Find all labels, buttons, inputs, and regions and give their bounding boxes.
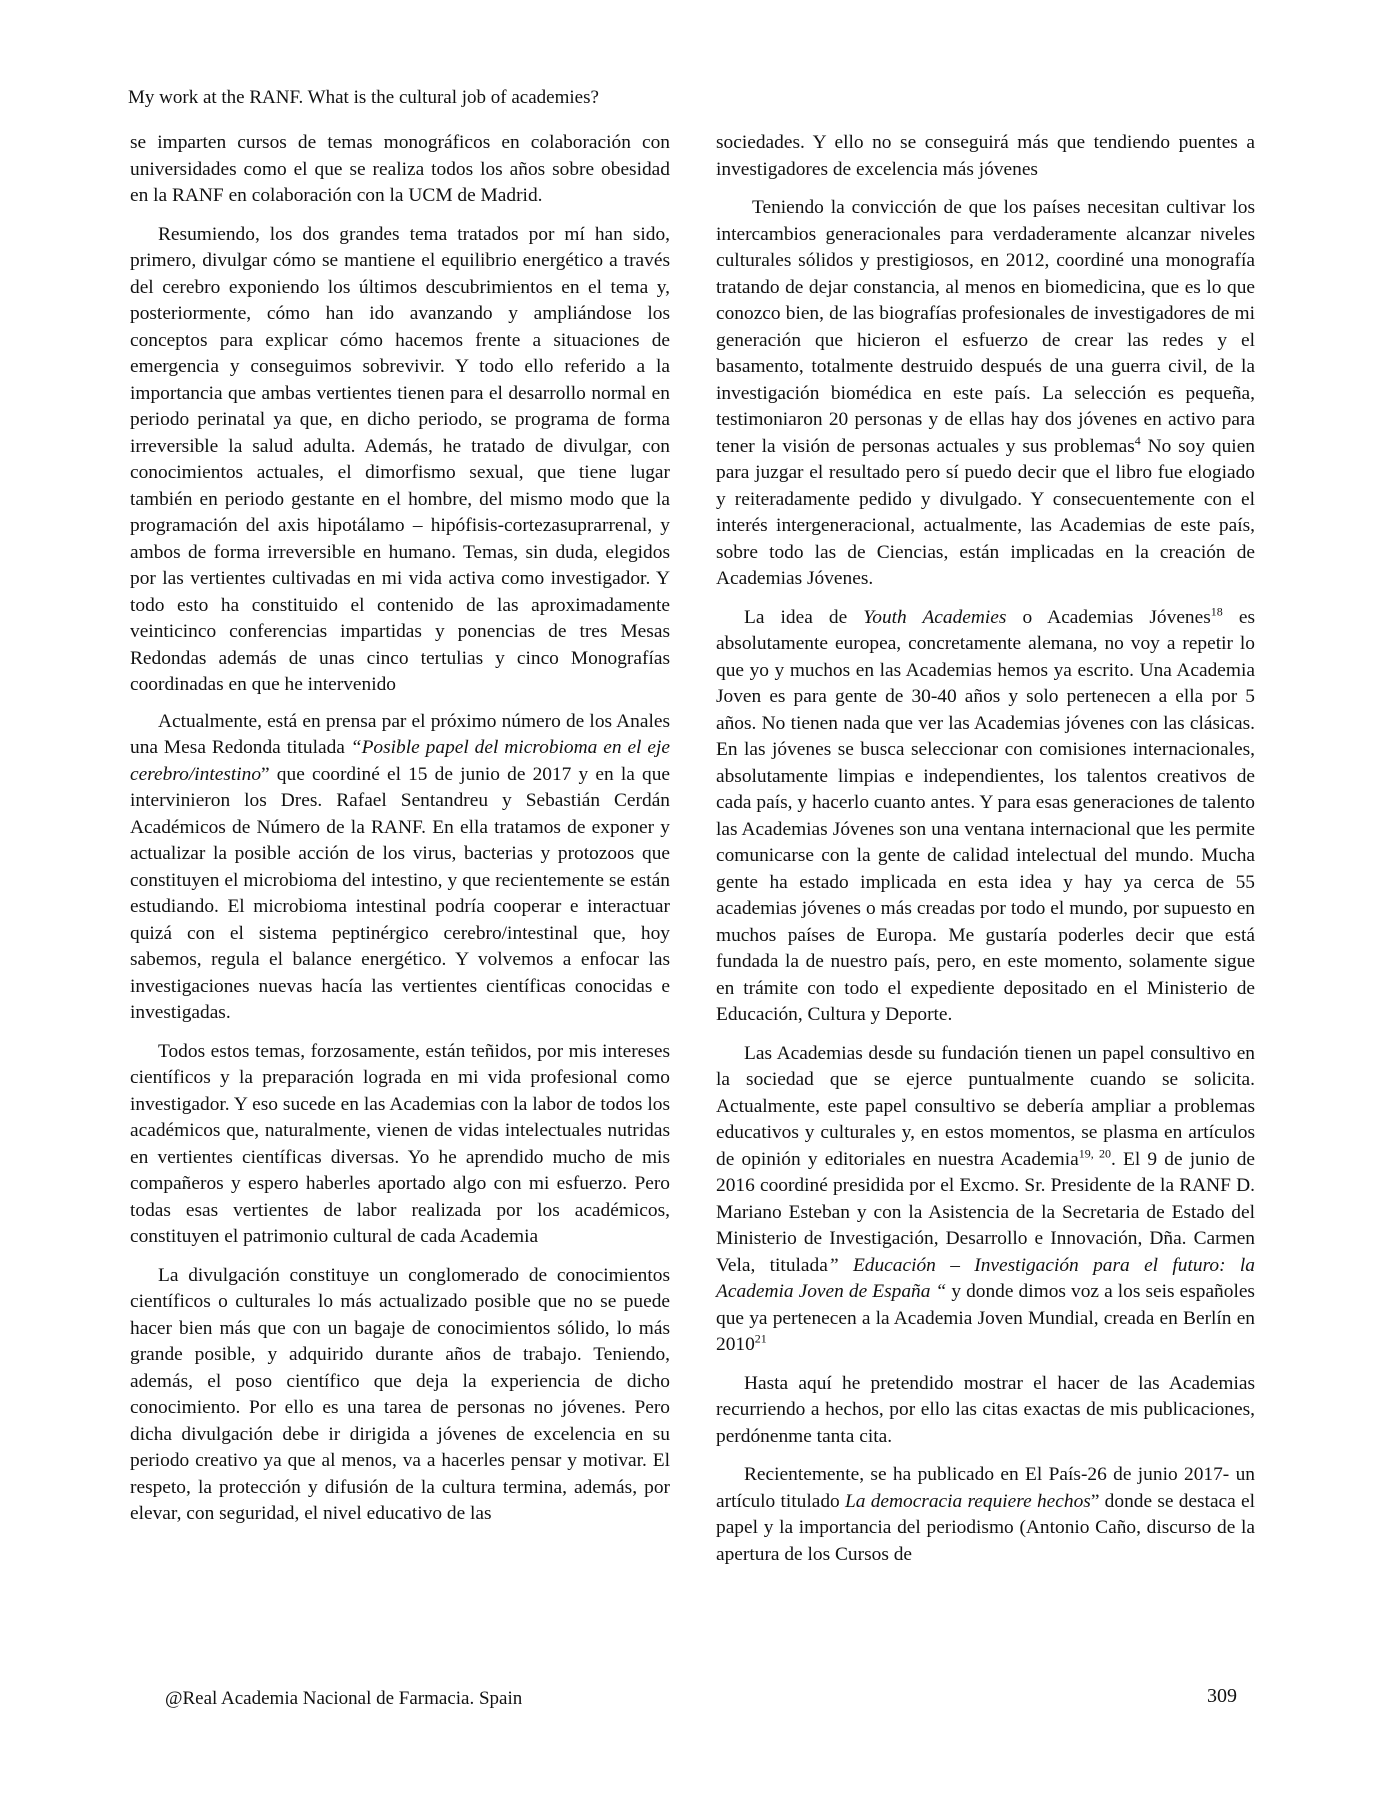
paragraph (716, 195, 1255, 593)
text-run: o Academias Jóvenes (1006, 606, 1211, 628)
paragraph (716, 1041, 1255, 1359)
footnote-ref: 19, 20 (1078, 1146, 1112, 1161)
italic-title: La democracia requiere hechos (844, 1490, 1091, 1512)
text-run: La idea de (744, 606, 864, 628)
footnote-ref: 21 (754, 1331, 767, 1346)
text-run: Recientemente, se ha publicado en El País-26 de junio 2017- un artículo titulado (716, 1464, 1255, 1512)
paragraph: Todos estos temas, forzosamente, están teñidos, por mis intereses científicos y la preparación lograda en mi vida profesional como investigador. Y eso sucede en las Academias con la labor de todos los académicos que, naturalmente, vienen de vidas intelectuales nutridas en vertientes científicas diversas. Yo he aprendido mucho de mis compañeros y espero haberles aportado algo con mi esfuerzo. Pero todas esas vertientes de labor realizada por los académicos, constituyen el patrimonio cultural de cada Academia (130, 1040, 670, 1247)
text-run: Teniendo la convicción de que los países necesitan cultivar los intercambios generacionales para verdaderamente alcanzar niveles culturales sólidos y prestigiosos, en 2012, coordiné una monografía tratando de dejar constancia, al menos en biomedicina, que es lo que conozco bien, de las biografías profesionales de investigadores de mi generación que hicieron el esfuerzo de crear las redes y el basamento, totalmente destruido después de una guerra civil, de la investigación biomédica en este país. La selección es pequeña, testimoniaron 20 personas y de ellas hay dos jóvenes en activo para tener la visión de personas actuales y sus problemas (716, 197, 1255, 457)
paragraph: La divulgación constituye un conglomerado de conocimientos científicos o culturales lo más actualizado posible que no se puede hacer bien más que con un bagaje de conocimientos sólido, lo más grande posible, y adquirido durante años de trabajo. Teniendo, además, el poso científico que deja la experiencia de dicho conocimiento. Por ello es una tarea de personas no jóvenes. Pero dicha divulgación debe ir dirigida a jóvenes de excelencia en su periodo creativo ya que al menos, va a hacerles pensar y motivar. El respeto, la protección y difusión de la cultura termina, además, por elevar, con seguridad, el nivel educativo de las (130, 1264, 670, 1524)
text-run: Las Academias desde su fundación tienen un papel consultivo en la sociedad que se ejerce puntualmente cuando se solicita. Actualmente, este papel consultivo se debería ampliar a problemas educativos y culturales y, en estos momentos, se plasma en artículos de opinión y editoriales en nuestra Academia (716, 1042, 1255, 1170)
paragraph (716, 605, 1255, 1029)
paragraph: sociedades. Y ello no se conseguirá más que tendiendo puentes a investigadores de excelencia más jóvenes (716, 132, 1255, 180)
page-number: 309 (1207, 1685, 1237, 1707)
footer-publisher: @Real Academia Nacional de Farmacia. Spain (165, 1688, 523, 1709)
text-run: ” que coordiné el 15 de junio de 2017 y en la que intervinieron los Dres. Rafael Sentandreu y Sebastián Cerdán Académicos de Número de la RANF. En ella tratamos de exponer y actualizar la posible acción de los virus, bacterias y protozoos que constituyen el microbioma del intestino, y que recientemente se están estudiando. El microbioma intestinal podría cooperar e interactuar quizá con el sistema peptinérgico cerebro/intestinal que, hoy sabemos, regula el balance energético. Y volvemos a enfocar las investigaciones nuevas hacía las vertientes científicas conocidas e investigadas. (130, 763, 670, 1023)
paragraph (716, 1462, 1255, 1568)
running-header: My work at the RANF. What is the cultural job of academies? (128, 87, 599, 108)
footnote-ref: 4 (1134, 433, 1141, 448)
italic-term: Youth Academies (863, 606, 1007, 628)
paragraph: Hasta aquí he pretendido mostrar el hacer de las Academias recurriendo a hechos, por ello las citas exactas de mis publicaciones, perdónenme tanta cita. (716, 1372, 1255, 1447)
italic-title: “Posible papel del microbioma en el eje cerebro/intestino (130, 737, 670, 785)
paragraph (130, 709, 670, 1027)
text-run: es absolutamente europea, concretamente alemana, no voy a repetir lo que yo y muchos en las Academias hemos ya escrito. Una Academia Joven es para gente de 30-40 años y solo pertenecen a ella por 5 años. No tienen nada que ver las Academias jóvenes con las clásicas. En las jóvenes se busca seleccionar con comisiones internacionales, absolutamente limpias e independientes, los talentos creativos de cada país, y hacerlo cuanto antes. Y para esas generaciones de talento las Academias Jóvenes son una ventana internacional que les permite comunicarse con la gente de calidad intelectual del mundo. Mucha gente ha estado implicada en esta idea y hay ya cerca de 55 academias jóvenes o más creadas por todo el mundo, por supuesto en muchos países de Europa. Me gustaría poderles decir que está fundada la de nuestro país, pero, en este momento, solamente sigue en trámite con todo el expediente depositado en el Ministerio de Educación, Cultura y Deporte. (716, 606, 1256, 1025)
text-run: y donde dimos voz a los seis españoles que ya pertenecen a la Academia Joven Mundial, creada en Berlín en 2010 (716, 1281, 1255, 1355)
paragraph: se imparten cursos de temas monográficos en colaboración con universidades como el que se realiza todos los años sobre obesidad en la RANF en colaboración con la UCM de Madrid. (130, 132, 670, 206)
text-run: . El 9 de junio de 2016 coordiné presidida por el Excmo. Sr. Presidente de la RANF D. Mariano Esteban y con la Asistencia de la Secretaria de Estado del Ministerio de Investigación, Desarrollo e Innovación, Dña. Carmen Vela, titulada (716, 1148, 1256, 1276)
text-run: Actualmente, está en prensa par el próximo número de los Anales una Mesa Redonda titulada (130, 710, 670, 758)
footnote-ref: 18 (1210, 604, 1223, 619)
paragraph: Resumiendo, los dos grandes tema tratados por mí han sido, primero, divulgar cómo se mantiene el equilibrio energético a través del cerebro exponiendo los últimos descubrimientos en el tema y, posteriormente, cómo han ido avanzando y ampliándose los conceptos para explicar cómo hacemos frente a situaciones de emergencia y conseguimos sobrevivir. Y todo ello referido a la importancia que ambas vertientes tienen para el desarrollo normal en periodo perinatal ya que, en dicho periodo, se programa de forma irreversible la salud adulta. Además, he tratado de divulgar, con conocimientos actuales, el dimorfismo sexual, que tiene lugar también en periodo gestante en el hombre, del mismo modo que la programación del axis hipotálamo – hipófisis-cortezasuprarrenal, y ambos de forma irreversible en humano. Temas, sin duda, elegidos por las vertientes cultivadas en mi vida activa como investigador. Y todo esto ha constituido el contenido de las aproximadamente veinticinco conferencias impartidas y ponencias de tres Mesas Redondas además de unas cinco tertulias y cinco Monografías coordinadas en que he intervenido (130, 223, 670, 695)
italic-title: ” Educación – Investigación para el futuro: la Academia Joven de España “ (716, 1254, 1255, 1302)
left-column (130, 130, 670, 1540)
text-run: No soy quien para juzgar el resultado pero sí puedo decir que el libro fue elogiado y reiteradamente pedido y divulgado. Y consecuentemente con el interés intergeneracional, actualmente, las Academias de este país, sobre todo las de Ciencias, están implicadas en la creación de Academias Jóvenes. (716, 435, 1255, 589)
text-run: ” donde se destaca el papel y la importancia del periodismo (Antonio Caño, discurso de la apertura de los Cursos de (716, 1490, 1256, 1565)
right-column (716, 130, 1255, 1580)
